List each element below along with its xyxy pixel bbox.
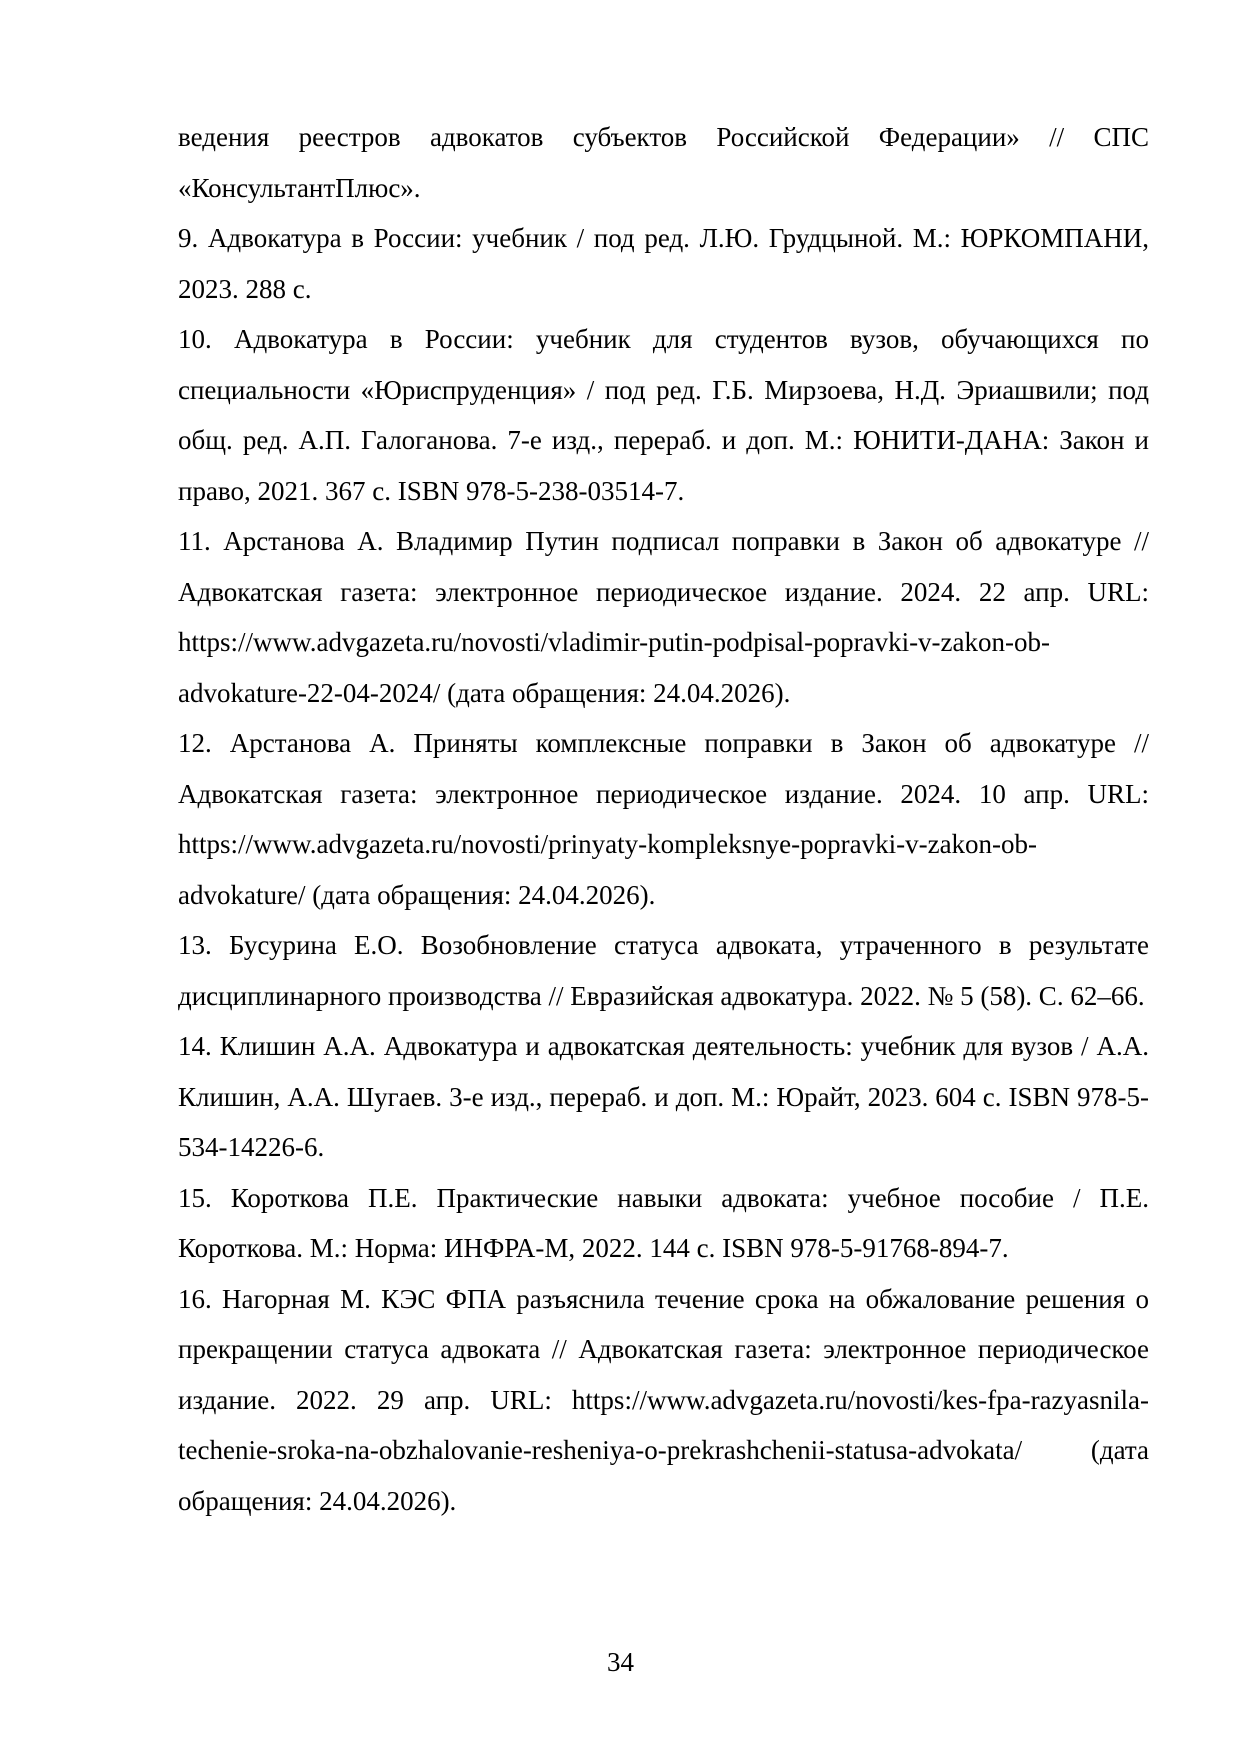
bibliography-entry-10: 10. Адвокатура в России: учебник для студентов вузов, обучающихся по специальности «Юриспруденция» / под ред. Г.Б. Мирзоева, Н.Д. Эриашвили; под общ. ред. А.П. Галоганова. 7-е изд., перераб. и доп. М.: ЮНИТИ-ДАНА: Закон и право, 2021. 367 с. ISBN 978-5-238-03514-7. xyxy=(178,324,1149,506)
bibliography-entry-15: 15. Короткова П.Е. Практические навыки адвоката: учебное пособие / П.Е. Короткова. М.: Норма: ИНФРА-М, 2022. 144 с. ISBN 978-5-91768-894-7. xyxy=(178,1182,1149,1263)
bibliography-entry-12: 12. Арстанова А. Приняты комплексные поправки в Закон об адвокатуре // Адвокатская газета: электронное периодическое издание. 2024. 10 апр. URL: https://www.advgazeta.ru/novosti/prinyaty-kompleksnye-popravki-v-zakon-ob-advokature/ (дата обращения: 24.04.2026). xyxy=(178,728,1149,910)
bibliography-entry-14: 14. Клишин А.А. Адвокатура и адвокатская деятельность: учебник для вузов / А.А. Клишин, А.А. Шугаев. 3-е изд., перераб. и доп. М.: Юрайт, 2023. 604 с. ISBN 978-5-534-14226-6. xyxy=(178,1031,1149,1162)
bibliography-entry-11: 11. Арстанова А. Владимир Путин подписал поправки в Закон об адвокатуре // Адвокатская газета: электронное периодическое издание. 2024. 22 апр. URL: https://www.advgazeta.ru/novosti/vladimir-putin-podpisal-popravki-v-zakon-ob-advokature-22-04-2024/ (дата обращения: 24.04.2026). xyxy=(178,526,1149,708)
bibliography-list xyxy=(178,112,1149,1526)
bibliography-entry-16: 16. Нагорная М. КЭС ФПА разъяснила течение срока на обжалование решения о прекращении статуса адвоката // Адвокатская газета: электронное периодическое издание. 2022. 29 апр. URL: https://www.advgazeta.ru/novosti/kes-fpa-razyasnila-techenie-sroka-na-obzhalovanie-resheniya-o-prekrashchenii-statusa-advokata/ (дата обращения: 24.04.2026). xyxy=(178,1283,1149,1516)
page-number: 34 xyxy=(607,1647,634,1677)
bibliography-entry-13: 13. Бусурина Е.О. Возобновление статуса адвоката, утраченного в результате дисциплинарного производства // Евразийская адвокатура. 2022. № 5 (58). С. 62–66. xyxy=(178,930,1149,1011)
bibliography-entry-9: 9. Адвокатура в России: учебник / под ред. Л.Ю. Грудцыной. М.: ЮРКОМПАНИ, 2023. 288 с. xyxy=(178,223,1149,304)
bibliography-entry-continued: ведения реестров адвокатов субъектов Российской Федерации» // СПС «КонсультантПлюс». xyxy=(178,122,1149,203)
